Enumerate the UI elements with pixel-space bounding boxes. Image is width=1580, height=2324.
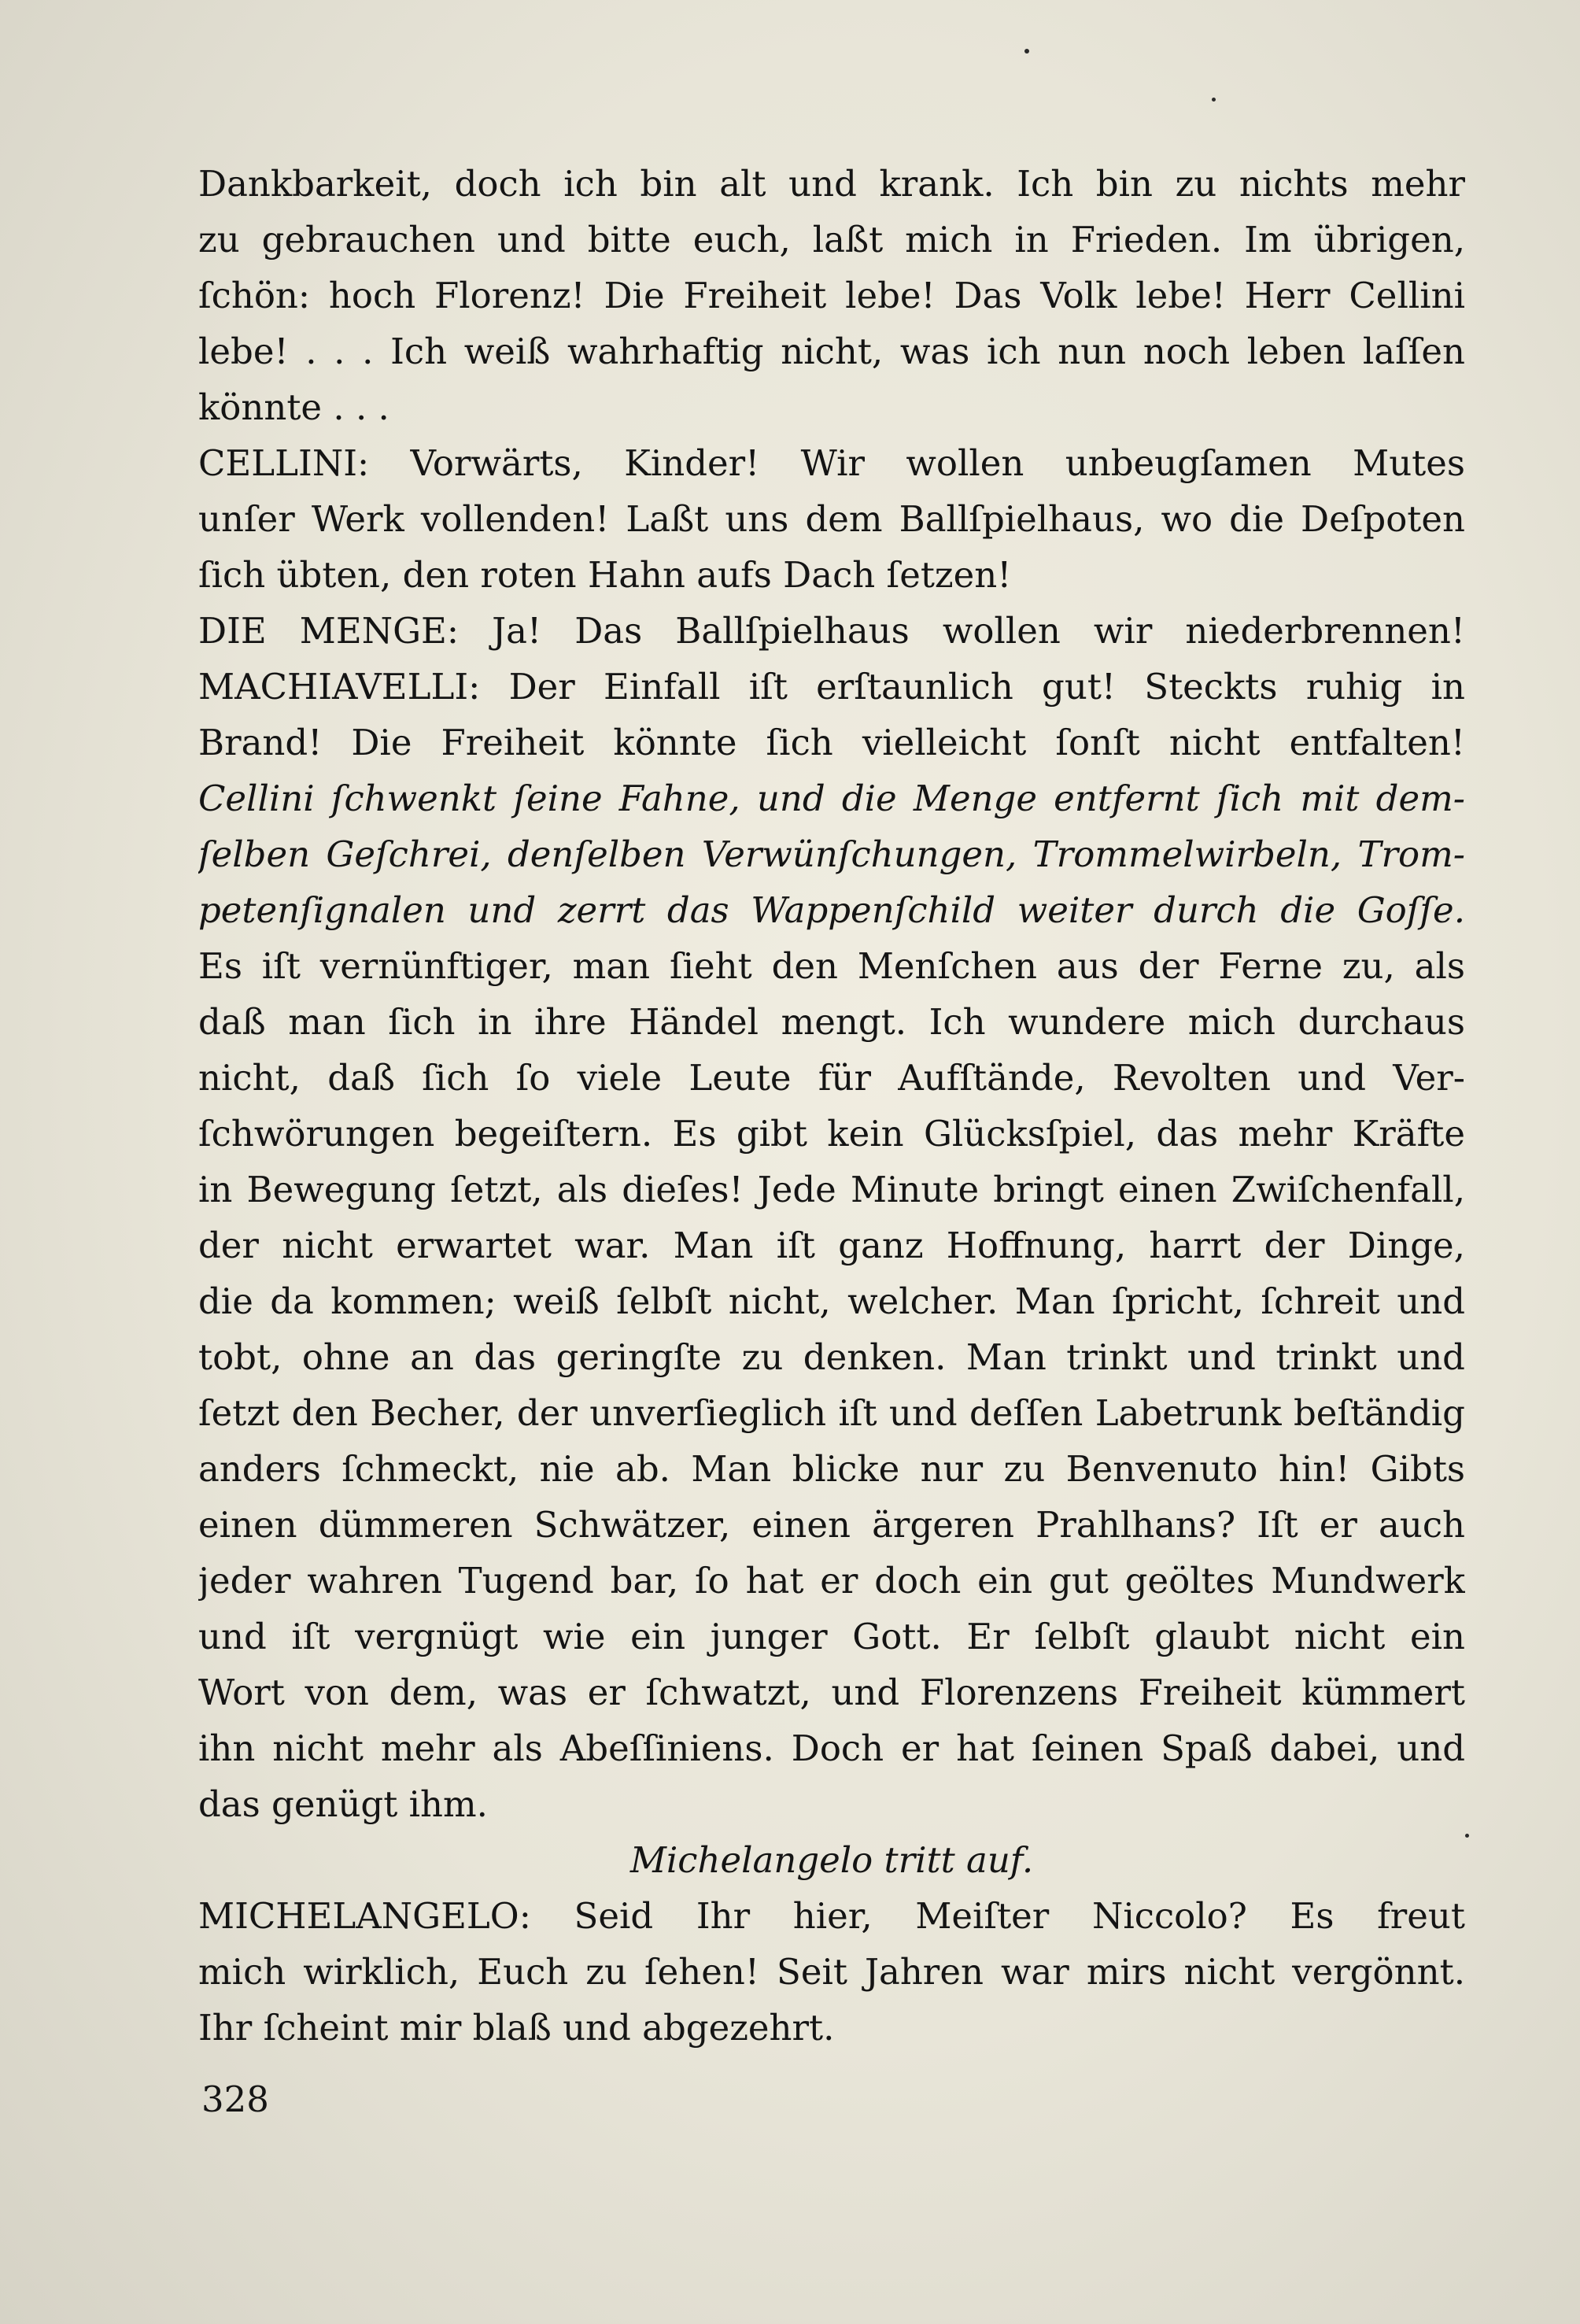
stage-direction-line: ſelben Geſchrei, denſelben Verwünſchungen, Trommelwirbeln, Trom- [198,833,1465,875]
text-line: DIE MENGE: Ja! Das Ballſpielhaus wollen wir niederbrennen! [198,610,1465,652]
text-line: der nicht erwartet war. Man iſt ganz Hoffnung, harrt der Dinge, [198,1225,1465,1266]
text-line: jeder wahren Tugend bar, ſo hat er doch ein gut geöltes Mundwerk [198,1560,1465,1602]
text-line: mich wirklich, Euch zu ſehen! Seit Jahren war mirs nicht vergönnt. [198,1951,1465,1993]
ink-speck [1024,49,1029,54]
stage-direction-line: Cellini ſchwenkt ſeine Fahne, und die Menge entfernt ſich mit dem- [198,778,1465,819]
text-line: lebe! . . . Ich weiß wahrhaftig nicht, was ich nun noch leben laſſen [198,331,1465,372]
text-line: Es iſt vernünftiger, man ſieht den Menſchen aus der Ferne zu, als [198,945,1465,987]
text-line: ſetzt den Becher, der unverſieglich iſt und deſſen Labetrunk beſtändig [198,1392,1465,1434]
text-line: und iſt vergnügt wie ein junger Gott. Er ſelbſt glaubt nicht ein [198,1616,1465,1657]
text-line: zu gebrauchen und bitte euch, laßt mich in Frieden. Im übrigen, [198,219,1465,260]
text-line: anders ſchmeckt, nie ab. Man blicke nur zu Benvenuto hin! Gibts [198,1448,1465,1490]
text-line: das genügt ihm. [198,1783,488,1825]
text-line: Dankbarkeit, doch ich bin alt und krank. Ich bin zu nichts mehr [198,163,1465,205]
text-line: ſchwörungen begeiſtern. Es gibt kein Glücksſpiel, das mehr Kräfte [198,1113,1465,1155]
text-line: daß man ſich in ihre Händel mengt. Ich wundere mich durchaus [198,1001,1465,1043]
ink-speck [1212,98,1216,102]
text-line: MICHELANGELO: Seid Ihr hier, Meiſter Niccolo? Es freut [198,1895,1465,1937]
text-line: ſchön: hoch Florenz! Die Freiheit lebe! Das Volk lebe! Herr Cellini [198,275,1465,316]
text-line: tobt, ohne an das geringſte zu denken. Man trinkt und trinkt und [198,1336,1465,1378]
text-line: Ihr ſcheint mir blaß und abgezehrt. [198,2007,835,2049]
text-line: die da kommen; weiß ſelbſt nicht, welcher. Man ſpricht, ſchreit und [198,1280,1465,1322]
text-line: ihn nicht mehr als Abeſſiniens. Doch er hat ſeinen Spaß dabei, und [198,1727,1465,1769]
text-line: CELLINI: Vorwärts, Kinder! Wir wollen unbeugſamen Mutes [198,442,1465,484]
stage-direction-line: petenſignalen und zerrt das Wappenſchild weiter durch die Goſſe. [198,889,1465,931]
text-line: Wort von dem, was er ſchwatzt, und Florenzens Freiheit kümmert [198,1672,1465,1713]
text-line: ſich übten, den roten Hahn aufs Dach ſetzen! [198,554,1012,596]
text-line: Brand! Die Freiheit könnte ſich vielleicht ſonſt nicht entfalten! [198,722,1465,763]
text-line: einen dümmeren Schwätzer, einen ärgeren Prahlhans? Iſt er auch [198,1504,1465,1546]
ink-speck [1465,1834,1469,1838]
text-line: nicht, daß ſich ſo viele Leute für Aufſtände, Revolten und Ver- [198,1057,1465,1099]
text-line: MACHIAVELLI: Der Einfall iſt erſtaunlich gut! Steckts ruhig in [198,666,1465,708]
text-line: in Bewegung ſetzt, als dieſes! Jede Minute bringt einen Zwiſchenfall, [198,1169,1465,1210]
text-line: unſer Werk vollenden! Laßt uns dem Ballſpielhaus, wo die Deſpoten [198,498,1465,540]
page-number: 328 [201,2078,269,2120]
page-text-block [198,156,1465,2056]
stage-direction-line: Michelangelo tritt auf. [629,1839,1034,1881]
text-line: könnte . . . [198,386,389,428]
